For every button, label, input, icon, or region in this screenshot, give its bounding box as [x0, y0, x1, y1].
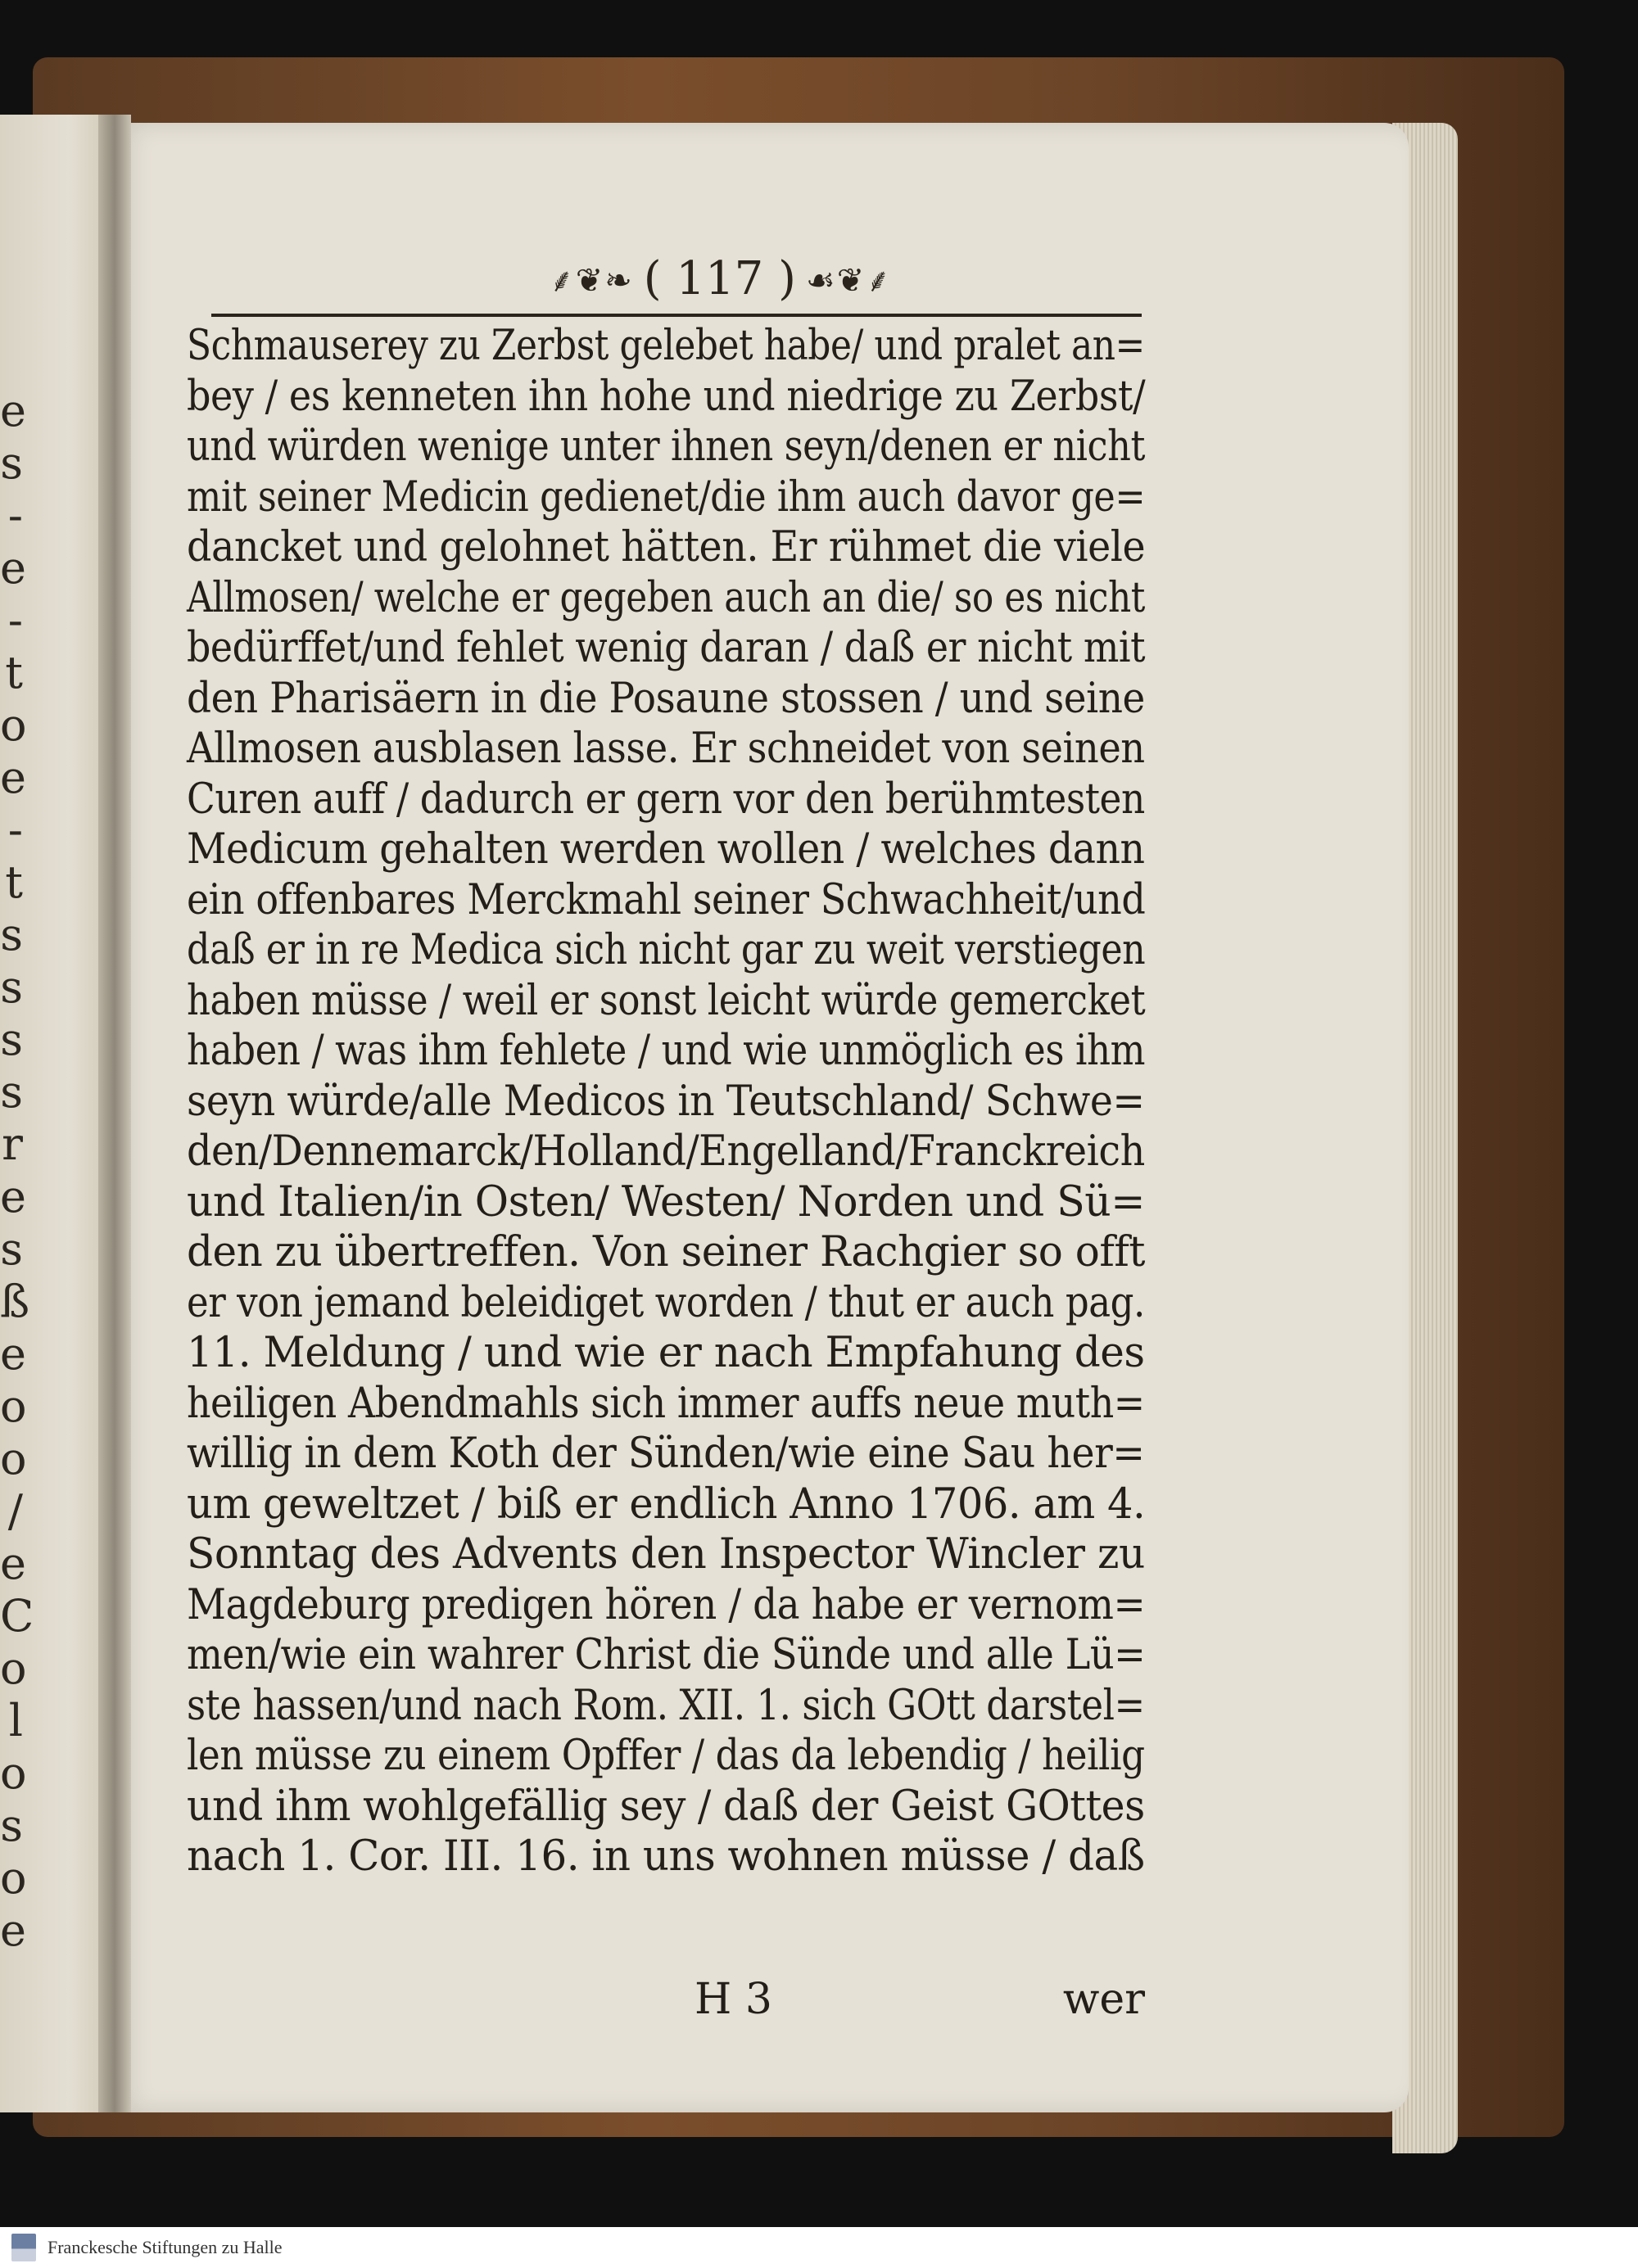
text-line: men/wie ein wahrer Christ die Sünde und alle Lü=	[187, 1631, 1146, 1679]
page-footer	[187, 1975, 1145, 2026]
left-page-fragment: o	[0, 1380, 27, 1432]
text-line: Schmauserey zu Zerbst gelebet habe/ und pralet an=	[187, 322, 1145, 370]
left-page-fragments	[0, 385, 34, 1957]
left-page-fragment: r	[2, 1118, 23, 1170]
left-page-fragment: s	[0, 437, 23, 489]
page-header	[491, 246, 950, 311]
left-page-fragment: s	[0, 1014, 23, 1065]
left-page-fragment: o	[0, 1433, 27, 1484]
page-number: ( 117 )	[643, 251, 796, 305]
left-page-fragment: o	[0, 1642, 27, 1694]
text-line: ste hassen/und nach Rom. XII. 1. sich GOtt darstel=	[187, 1681, 1145, 1730]
text-line: 11. Meldung / und wie er nach Empfahung des	[187, 1329, 1145, 1377]
left-page-fragment: e	[0, 1171, 26, 1222]
left-page-fragment: /	[7, 1485, 23, 1537]
text-line: haben / was ihm fehlete / und wie unmöglich es ihm	[187, 1027, 1146, 1075]
left-page-fragment: s	[0, 909, 23, 960]
text-line: und ihm wohlgefällig sey / daß der Geist GOttes	[187, 1782, 1145, 1831]
text-line: um geweltzet / biß er endlich Anno 1706. am 4.	[187, 1480, 1146, 1529]
left-page-fragment: e	[0, 1538, 26, 1589]
ornament-right-icon: ☙❦⸙	[805, 261, 893, 300]
text-line: Allmosen/ welche er gegeben auch an die/ so es nicht	[187, 573, 1145, 622]
text-line: ein offenbares Merckmahl seiner Schwachheit/und	[187, 875, 1146, 924]
text-line: Medicum gehalten werden wollen / welches dann	[187, 825, 1145, 874]
text-line: Allmosen ausblasen lasse. Er schneidet von seinen	[187, 725, 1145, 773]
text-line: haben müsse / weil er sonst leicht würde gemercket	[187, 976, 1146, 1025]
text-line: len müsse zu einem Opffer / das da lebendig / heilig	[187, 1732, 1145, 1780]
left-page-fragment: s	[0, 1066, 23, 1118]
text-line: heiligen Abendmahls sich immer auffs neue muth=	[187, 1379, 1145, 1428]
left-page-fragment: t	[5, 856, 23, 908]
text-line: bedürffet/und fehlet wenig daran / daß er nicht mit	[187, 624, 1146, 672]
text-line: er von jemand beleidiget worden / thut er auch pag.	[187, 1278, 1145, 1327]
left-page-fragment: ß	[0, 1276, 30, 1327]
text-line: dancket und gelohnet hätten. Er rühmet die viele	[187, 523, 1146, 572]
left-page-fragment: -	[7, 490, 23, 541]
text-line: seyn würde/alle Medicos in Teutschland/ Schwe=	[187, 1077, 1145, 1126]
left-page-fragment: o	[0, 1852, 27, 1904]
text-line: den zu übertreffen. Von seiner Rachgier so offt	[187, 1228, 1145, 1276]
text-line: bey / es kenneten ihn hohe und niedrige zu Zerbst/	[187, 372, 1146, 421]
body-text	[187, 321, 1170, 1882]
left-page	[0, 115, 115, 2112]
text-line: Curen auff / dadurch er gern vor den berühmtesten	[187, 775, 1145, 824]
left-page-fragment: -	[7, 594, 23, 646]
text-line: Sonntag des Advents den Inspector Wincler zu	[187, 1530, 1145, 1579]
signature-mark: H 3	[695, 1975, 772, 2024]
left-page-fragment: C	[0, 1590, 34, 1642]
left-page-fragment: e	[0, 1328, 26, 1380]
text-line: mit seiner Medicin gedienet/die ihm auch davor ge=	[187, 472, 1146, 522]
text-line: willig in dem Koth der Sünden/wie eine Sau her=	[187, 1430, 1145, 1478]
text-line: und würden wenige unter ihnen seyn/denen er nicht	[187, 422, 1145, 471]
catchword: wer	[1062, 1975, 1145, 2024]
left-page-fragment: t	[5, 647, 23, 698]
text-line: den/Dennemarck/Holland/Engelland/Franckreich	[187, 1127, 1145, 1176]
institution-logo-icon	[11, 2234, 36, 2261]
left-page-fragment: s	[0, 1223, 23, 1275]
text-line: und Italien/in Osten/ Westen/ Norden und Sü=	[187, 1177, 1145, 1227]
left-page-fragment: e	[0, 542, 26, 594]
text-line: daß er in re Medica sich nicht gar zu weit verstiegen	[187, 926, 1146, 974]
left-page-fragment: s	[0, 961, 23, 1013]
left-page-fragment: l	[8, 1695, 23, 1746]
book-gutter	[98, 115, 131, 2112]
left-page-fragment: e	[0, 752, 26, 803]
text-line: den Pharisäern in die Posaune stossen / und seine	[187, 674, 1145, 723]
left-page-fragment: e	[0, 385, 26, 436]
left-page-fragment: s	[0, 1800, 23, 1851]
left-page-fragment: o	[0, 1747, 27, 1799]
header-rule	[211, 314, 1142, 317]
ornament-left-icon: ⸙❦❧	[549, 261, 634, 300]
text-line: nach 1. Cor. III. 16. in uns wohnen müsse / daß	[187, 1832, 1145, 1881]
credit-text: Franckesche Stiftungen zu Halle	[48, 2237, 283, 2257]
text-line: Magdeburg predigen hören / da habe er vernom=	[187, 1580, 1146, 1629]
credit-bar	[0, 2227, 1638, 2268]
left-page-fragment: o	[0, 699, 27, 751]
left-page-fragment: e	[0, 1904, 26, 1956]
left-page-fragment: -	[7, 804, 23, 856]
